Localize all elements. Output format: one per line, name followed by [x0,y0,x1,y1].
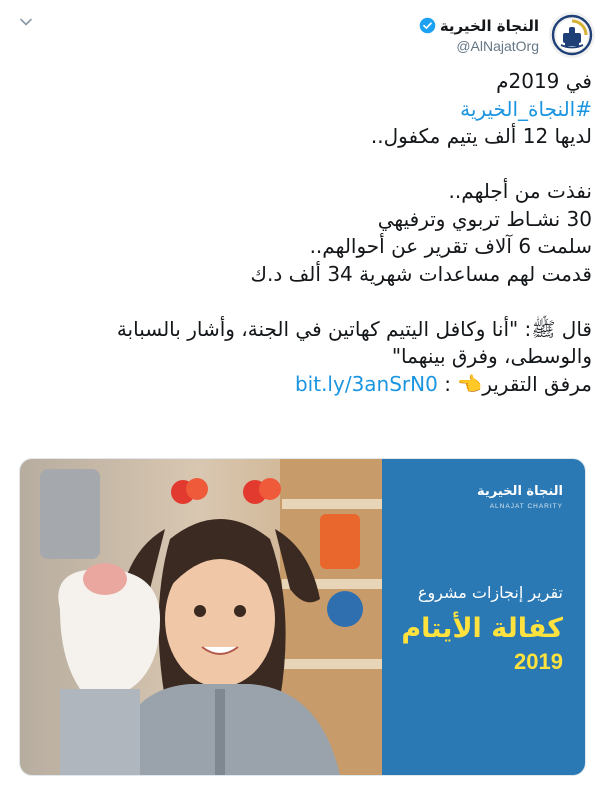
alnajat-logo-icon [549,12,595,58]
report-year: 2019 [514,649,563,674]
display-name[interactable]: النجاة الخيرية [439,16,539,35]
pointing-left-emoji-icon: 👈 [457,371,483,396]
report-subtitle: تقرير إنجازات مشروع [417,583,563,602]
attachment-line [18,371,592,399]
tweet-line: لديها 12 ألف يتيم مكفول.. [370,124,592,148]
tweet-line: قدمت لهم مساعدات شهرية 34 ألف د.ك [250,261,592,286]
avatar[interactable] [549,12,595,58]
charity-logo-english: ALNAJAT CHARITY [489,503,563,510]
author-names[interactable] [419,17,539,54]
verified-badge-icon [419,17,436,34]
report-cover-panel [382,459,585,775]
media-card[interactable] [19,458,586,776]
tweet-line: في 2019م [496,69,592,93]
report-link[interactable]: bit.ly/3anSrN0 [294,371,438,396]
charity-logo-text: النجاة الخيرية [477,484,563,499]
attachment-label: مرفق التقرير [482,371,592,396]
tweet-line: سلمت 6 آلاف تقرير عن أحوالهم.. [309,234,592,258]
hashtag-link[interactable]: #النجاة_الخيرية [460,96,592,121]
tweet-line: قال ﷺ: "أنا وكافل اليتيم كهاتين في الجنة، وأشار بالسبابة [116,316,592,341]
tweet-line: 30 نشـاط تربوي وترفيهي [377,206,592,231]
attachment-colon: : [444,371,451,396]
more-options-chevron-icon[interactable] [18,14,34,30]
display-name-row[interactable] [419,17,539,35]
tweet-text [18,68,592,398]
tweet-line: والوسطى، وفرق بينهما" [391,344,592,368]
child-photo [20,459,382,775]
tweet-header [419,10,595,60]
report-title: كفالة الأيتام [401,613,563,644]
tweet-line: نفذت من أجلهم.. [448,179,592,203]
account-handle[interactable]: @AlNajatOrg [456,37,539,54]
